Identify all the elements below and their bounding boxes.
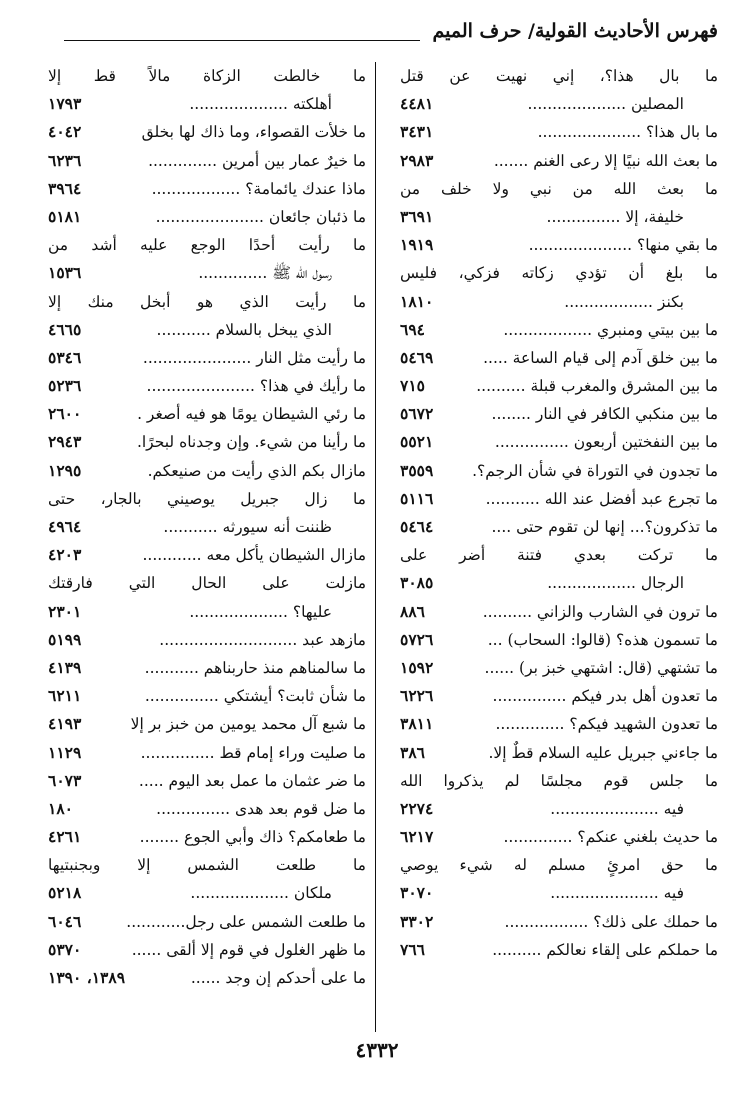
entry-number: ٤٢٠٣ (48, 545, 82, 565)
index-entry (48, 344, 366, 372)
entry-text: ما تسمون هذه؟ (قالوا: السحاب) ... (487, 630, 718, 649)
index-entry (48, 879, 366, 907)
index-entry (48, 288, 366, 316)
entry-text: ما رأيك في هذا؟ ...................... (146, 377, 366, 396)
index-entry (400, 513, 718, 541)
entry-text: ما بين المشرق والمغرب قبلة .......... (476, 377, 718, 396)
page-header (0, 0, 754, 60)
entry-text: ما بين النفختين أربعون ............... (494, 433, 718, 452)
entry-text: ما تجرع عبد أفضل عند الله ........... (485, 489, 718, 508)
entry-number: ٣٩٦٤ (48, 178, 82, 198)
entry-number: ٦٢١٧ (400, 827, 434, 847)
entry-text: ما جلس قوم مجلسًا لم يذكروا الله (400, 771, 718, 790)
index-entry (48, 823, 366, 851)
entry-text: مازال بكم الذي رأيت من صنيعكم. (147, 461, 366, 480)
entry-text: ما تعدون أهل بدر فيكم ............... (492, 687, 718, 706)
index-entry (400, 118, 718, 146)
index-entry (48, 710, 366, 738)
entry-text: ما ضر عثمان ما عمل بعد اليوم ..... (138, 771, 366, 790)
entry-number: ٦٢٢٦ (400, 686, 434, 706)
index-entry (48, 428, 366, 456)
index-entry (400, 231, 718, 259)
entry-number: ٤٤٨١ (400, 94, 434, 114)
entry-number: ٨٨٦ (400, 601, 425, 621)
entry-number: ١٨٠ (48, 798, 73, 818)
entry-number: ٥٤٦٤ (400, 517, 434, 536)
entry-number: ٢٢٧٤ (400, 798, 434, 818)
entry-text: ما خيرٌ عمار بين أمرين .............. (148, 151, 366, 170)
entry-number: ٣٠٧٠ (400, 883, 434, 903)
entry-text: المصلين .................... (527, 95, 684, 114)
index-entry (400, 147, 718, 175)
entry-number: ٥٢١٨ (48, 883, 82, 903)
entry-text: بكنز .................. (564, 292, 684, 311)
entry-text: ما رئي الشيطان يومًا هو فيه أصغر . (137, 405, 366, 424)
entry-text: ما بعث الله نبيًا إلا رعى الغنم ....... (493, 151, 718, 170)
index-entry (400, 936, 718, 964)
entry-number: ١٢٩٥ (48, 460, 82, 480)
index-entry (48, 767, 366, 795)
entry-number: ٥٦٧٢ (400, 404, 434, 424)
index-entry (400, 795, 718, 823)
index-entry (48, 485, 366, 513)
entry-text: مازال الشيطان يأكل معه ............ (142, 546, 366, 565)
index-entry (400, 879, 718, 907)
entry-text: ما على أحدكم إن وجد ...... (190, 969, 366, 987)
entry-text: ما شبع آل محمد يومين من خبز بر إلا (130, 715, 366, 734)
entry-number: ١١٢٩ (48, 742, 82, 762)
entry-text: ما بقي منها؟ ..................... (528, 236, 718, 255)
entry-text: ما طلعت الشمس إلا وبجنبتيها (48, 856, 366, 875)
index-entry (400, 372, 718, 400)
index-entry (400, 428, 718, 456)
entry-number: ٣٤٣١ (400, 122, 434, 142)
index-entry (48, 541, 366, 569)
entry-text: ما ذئبان جائعان ...................... (155, 207, 366, 226)
entry-text: ما شأن ثابت؟ أيشتكي ............... (144, 687, 366, 706)
entry-number: ٦٩٤ (400, 319, 425, 339)
entry-text: الرجال .................. (547, 574, 684, 593)
entry-text: ما ترون في الشارب والزاني .......... (482, 602, 718, 621)
entry-text: ما رأيت مثل النار ...................... (142, 348, 366, 367)
index-entry (400, 485, 718, 513)
entry-number: ٤٢٦١ (48, 827, 82, 847)
entry-number: ٥٤٦٩ (400, 347, 434, 367)
entry-text: ما طعامكم؟ ذاك وأبي الجوع ........ (139, 828, 366, 847)
index-entry (400, 654, 718, 682)
header-title: فهرس الأحاديث القولية/ حرف الميم (432, 20, 718, 42)
entry-text: ما تذكرون؟... إنها لن تقوم حتى .... (491, 518, 718, 536)
index-entry (48, 569, 366, 597)
entry-text: ما حق امرئٍ مسلم له شيء يوصي (400, 856, 718, 875)
entry-text: ماذا عندك يائمامة؟ .................. (151, 179, 366, 198)
index-entry (48, 654, 366, 682)
index-entry (48, 908, 366, 936)
entry-text: ما صليت وراء إمام قط ............... (140, 743, 366, 762)
index-entry (400, 739, 718, 767)
entry-text: ما حملك على ذلك؟ ................. (504, 912, 718, 931)
entry-number: ١٣٨٩، ١٣٩٠ (48, 968, 126, 987)
index-entry (400, 175, 718, 203)
entry-number: ٣٥٥٩ (400, 460, 434, 480)
entry-number: ٥١٩٩ (48, 629, 82, 649)
index-entry (48, 259, 366, 287)
index-entry (400, 62, 718, 90)
entry-number: ٢٩٨٣ (400, 150, 434, 170)
entry-number: ٤١٣٩ (48, 657, 82, 677)
entry-number: ٥١٨١ (48, 206, 82, 226)
entry-number: ٦٠٤٦ (48, 911, 82, 931)
entry-text: مازلت على الحال التي فارقتك (48, 574, 366, 593)
index-entry (400, 203, 718, 231)
entry-text: ما زال جبريل يوصيني بالجار، حتى (48, 489, 366, 508)
entry-number: ٤١٩٣ (48, 714, 82, 734)
index-entry (48, 316, 366, 344)
entry-text: ما جاءني جبريل عليه السلام قطٌ إلا. (488, 743, 718, 762)
index-entry (48, 626, 366, 654)
entry-text: ما حديث بلغني عنكم؟ .............. (503, 828, 718, 847)
right-column (400, 62, 718, 964)
entry-number: ١٩١٩ (400, 235, 434, 255)
entry-text: ما ضل قوم بعد هدى ............... (156, 799, 366, 818)
index-entry (400, 316, 718, 344)
index-entry (400, 288, 718, 316)
index-entry (48, 231, 366, 259)
entry-text: مازهد عبد ............................ (159, 630, 366, 649)
entry-text: خليفة، إلا ............... (546, 207, 684, 226)
entry-number: ٥٧٢٦ (400, 629, 434, 649)
entry-text: ما بعث الله من نبي ولا خلف من (400, 179, 718, 198)
entry-number: ٥٣٤٦ (48, 347, 82, 367)
entry-number: ٣٣٠٢ (400, 911, 434, 931)
entry-text: رسول الله ﷺ .............. (198, 264, 332, 283)
index-entry (400, 710, 718, 738)
entry-text: ما بلغ أن تؤدي زكاته فزكي، فليس (400, 264, 718, 283)
index-entry (400, 90, 718, 118)
entry-number: ٦٠٧٣ (48, 770, 82, 790)
entry-text: ما بين خلق آدم إلى قيام الساعة ..... (483, 348, 718, 367)
index-entry (48, 400, 366, 428)
index-entry (400, 457, 718, 485)
entry-number: ٥٥٢١ (400, 432, 434, 452)
index-entry (48, 203, 366, 231)
entry-text: ما تركت بعدي فتنة أضر على (400, 546, 718, 565)
entry-text: الذي يبخل بالسلام ........... (156, 320, 332, 339)
index-entry (48, 682, 366, 710)
entry-number: ٦٢١١ (48, 686, 82, 706)
entry-text: ما تعدون الشهيد فيكم؟ .............. (495, 715, 718, 734)
entry-number: ٤٠٤٢ (48, 122, 82, 142)
entry-text: ملكان .................... (190, 884, 332, 903)
entry-number: ٣٨٦ (400, 742, 425, 762)
index-entry (48, 936, 366, 964)
entry-number: ٢٣٠١ (48, 601, 82, 621)
index-entry (400, 851, 718, 879)
index-entry (48, 175, 366, 203)
index-entry (400, 626, 718, 654)
index-entry (400, 259, 718, 287)
entry-number: ٣٨١١ (400, 714, 434, 734)
index-entry (400, 569, 718, 597)
entry-text: ما حملكم على إلقاء نعالكم .......... (492, 940, 718, 959)
entry-text: ما بين منكبي الكافر في النار ........ (491, 405, 718, 424)
index-entry (48, 598, 366, 626)
index-entry (48, 851, 366, 879)
entry-number: ٥٢٣٦ (48, 376, 82, 396)
entry-text: ما رأيت أحدًا الوجع عليه أشد من (48, 236, 366, 255)
index-entry (48, 513, 366, 541)
entry-number: ١٨١٠ (400, 291, 434, 311)
index-entry (400, 908, 718, 936)
entry-number: ٤٩٦٤ (48, 517, 82, 536)
entry-number: ٧٦٦ (400, 939, 425, 959)
index-entry (48, 457, 366, 485)
entry-text: ما بين بيتي ومنبري .................. (503, 320, 718, 339)
index-entry (400, 541, 718, 569)
entry-number: ٧١٥ (400, 376, 425, 396)
entry-number: ٣٠٨٥ (400, 573, 434, 593)
entry-number: ١٥٣٦ (48, 263, 82, 283)
index-entry (48, 118, 366, 146)
entry-number: ٤٦٦٥ (48, 319, 82, 339)
entry-text: ما ظهر الغلول في قوم إلا ألقى ...... (131, 940, 366, 959)
page-number: ٤٣٣٢ (355, 1038, 399, 1062)
entry-number: ٦٢٣٦ (48, 150, 82, 170)
entry-number: ٥٣٧٠ (48, 939, 82, 959)
entry-text: أهلكته .................... (189, 95, 332, 114)
left-column (48, 62, 366, 992)
index-entry (400, 823, 718, 851)
index-entry (400, 400, 718, 428)
index-entry (48, 62, 366, 90)
index-entry (48, 147, 366, 175)
entry-number: ٢٩٤٣ (48, 432, 82, 452)
entry-text: فيه ...................... (550, 799, 684, 818)
entry-text: ما بال هذا؟ ..................... (537, 123, 718, 142)
entry-number: ٥١١٦ (400, 488, 434, 508)
header-rule (64, 40, 420, 41)
index-entry (48, 739, 366, 767)
entry-text: ظننت أنه سيورثه ........... (163, 518, 332, 536)
entry-text: ما خالطت الزكاة مالاً قط إلا (48, 67, 366, 85)
entry-text: ما رأينا من شيء. وإن وجدناه لبحرًا. (136, 433, 366, 452)
entry-text: ما سالمناهم منذ حاربناهم ........... (144, 658, 366, 677)
entry-number: ٢٦٠٠ (48, 404, 82, 424)
entry-text: عليها؟ .................... (189, 602, 332, 621)
index-entry (48, 372, 366, 400)
index-entry (400, 682, 718, 710)
entry-text: ما طلعت الشمس على رجل............ (126, 912, 366, 931)
entry-number: ١٥٩٢ (400, 657, 434, 677)
entry-number: ٣٦٩١ (400, 206, 434, 226)
entry-number: ١٧٩٣ (48, 94, 82, 114)
index-entry (48, 964, 366, 992)
column-divider (375, 62, 376, 1032)
entry-text: ما بال هذا؟، إني نهيت عن قتل (400, 67, 718, 85)
index-entry (400, 767, 718, 795)
entry-text: ما خلأت القصواء، وما ذاك لها بخلق (141, 123, 366, 142)
entry-text: فيه ...................... (550, 884, 684, 903)
entry-text: ما تشتهي (قال: اشتهي خبز بر) ...... (484, 658, 718, 677)
index-entry (400, 344, 718, 372)
entry-text: ما تجدون في التوراة في شأن الرجم؟. (472, 461, 718, 480)
index-entry (400, 598, 718, 626)
index-entry (48, 795, 366, 823)
entry-text: ما رأيت الذي هو أبخل منك إلا (48, 292, 366, 311)
index-entry (48, 90, 366, 118)
